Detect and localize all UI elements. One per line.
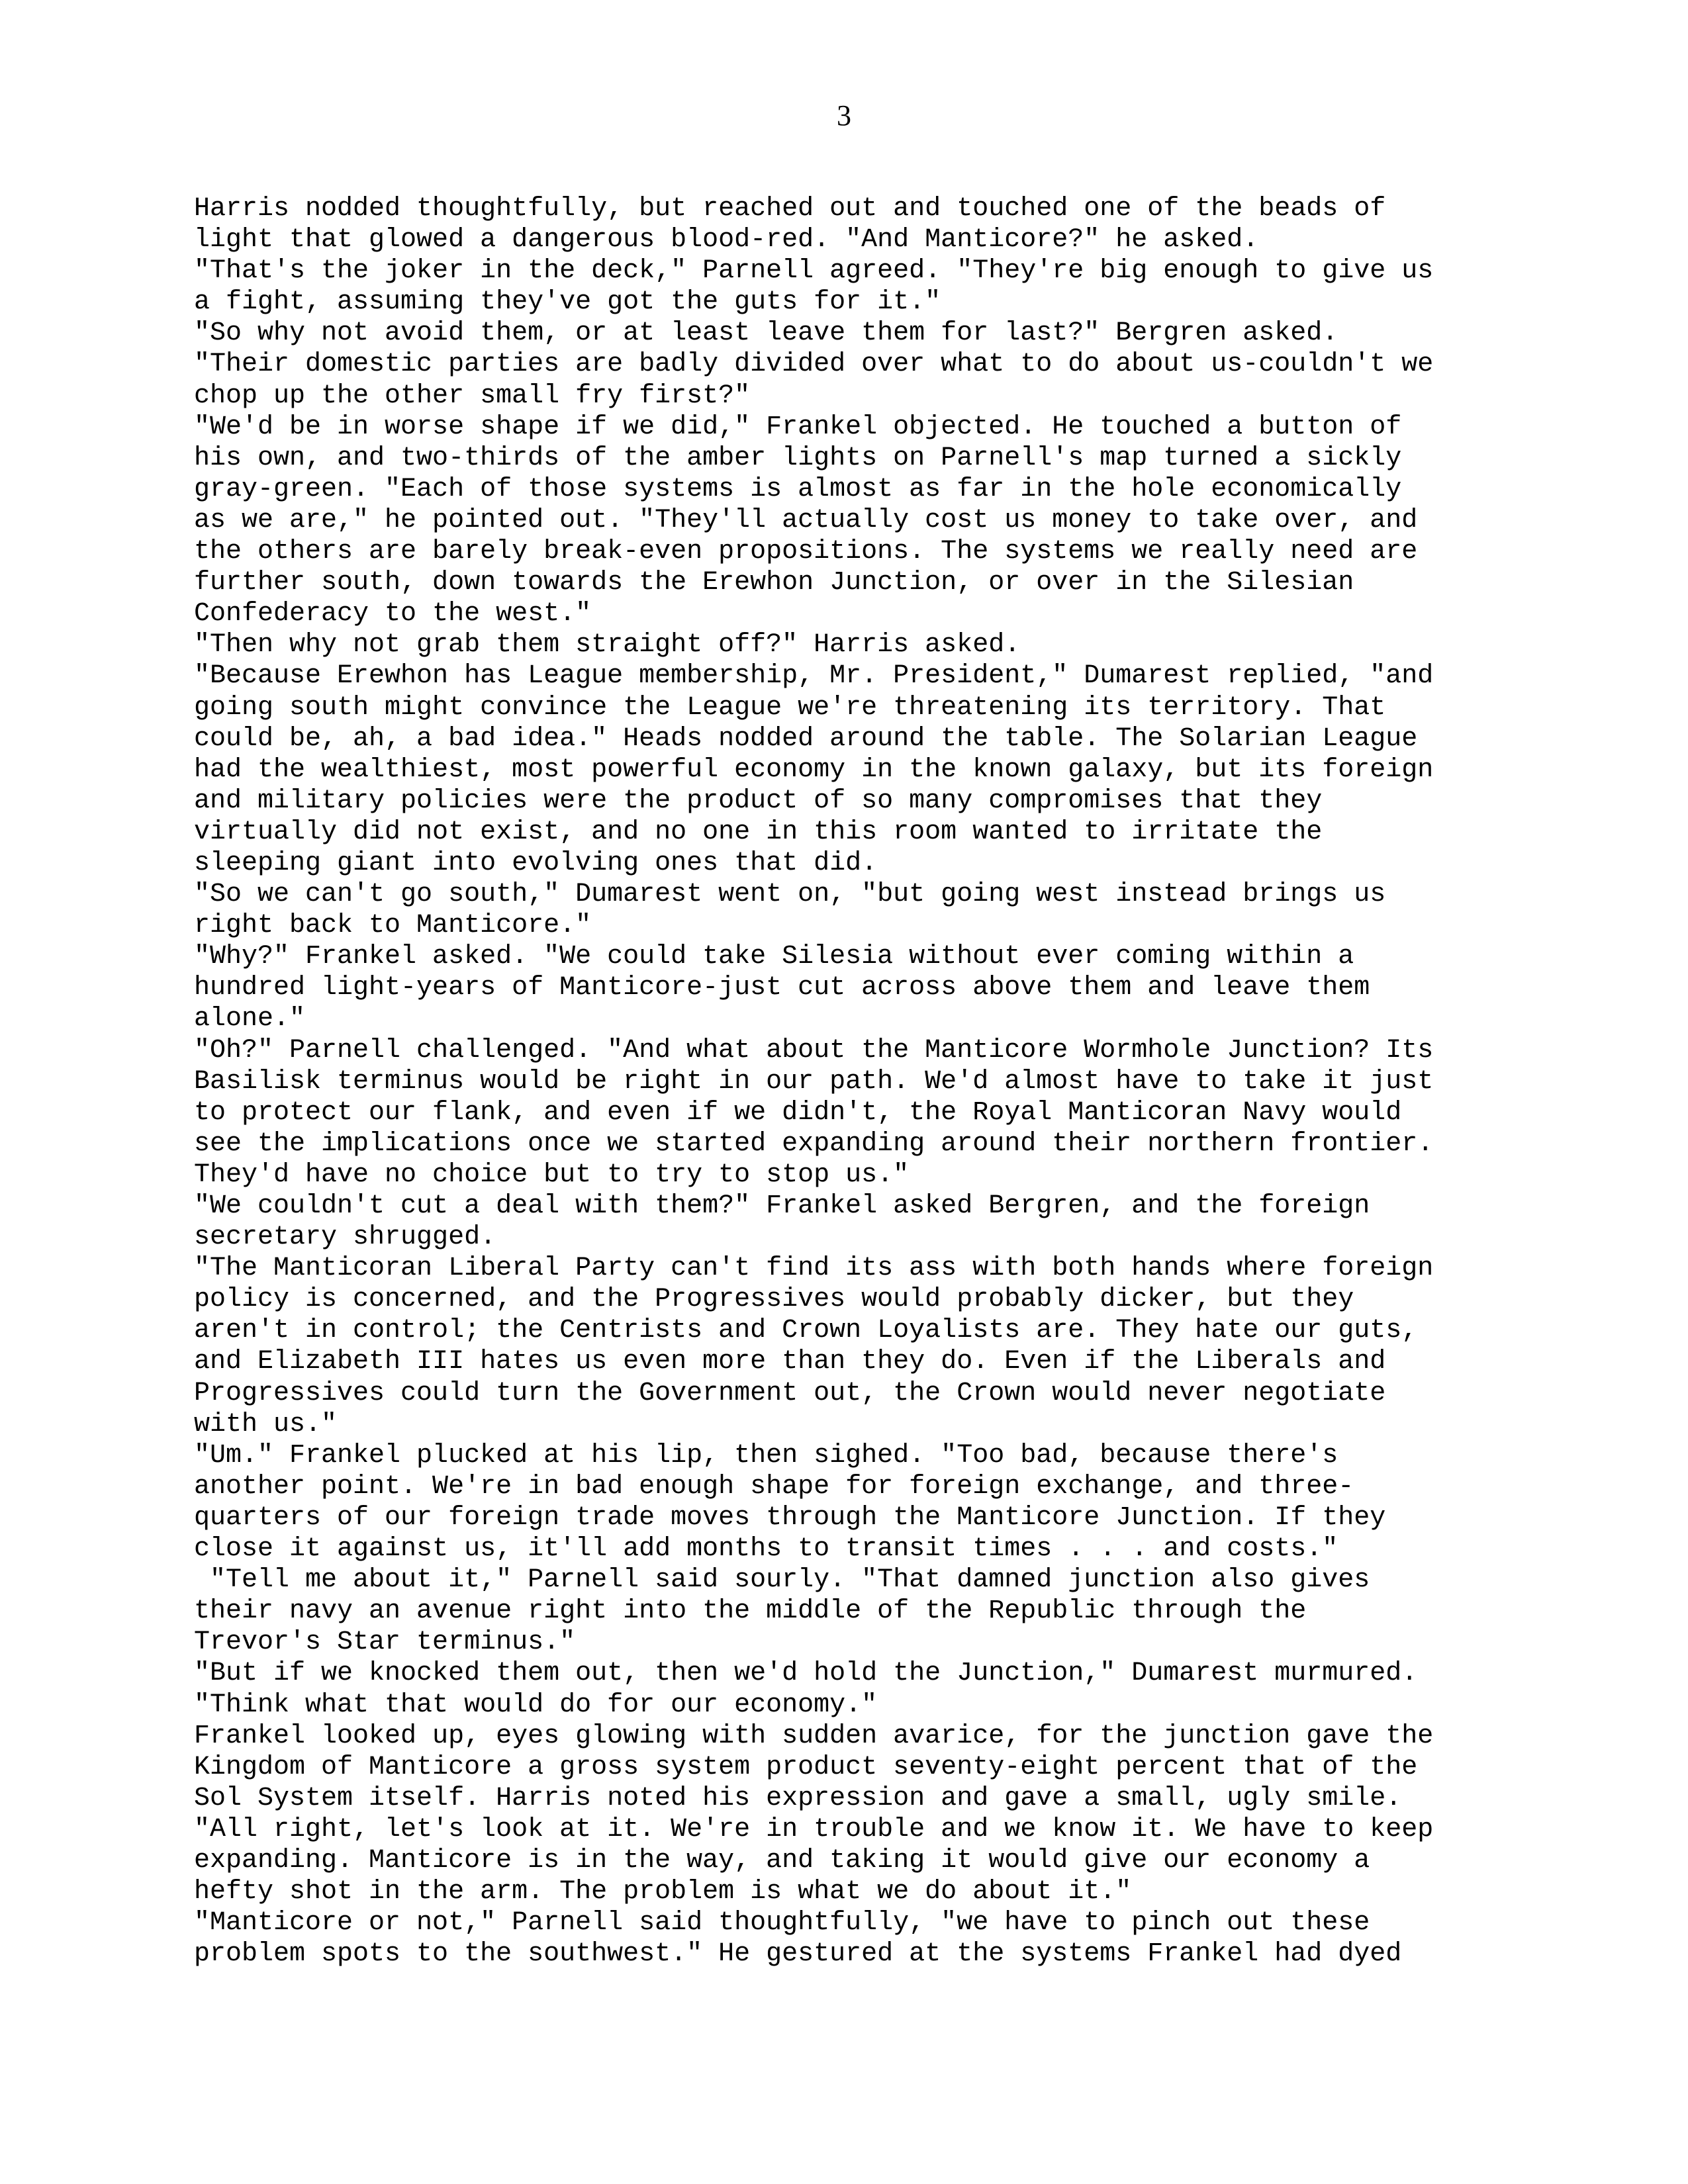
text-line: They'd have no choice but to try to stop us." — [194, 1160, 910, 1190]
text-line: as we are," he pointed out. "They'll actually cost us money to take over, and — [194, 505, 1418, 535]
text-line: Basilisk terminus would be right in our path. We'd almost have to take it just — [194, 1066, 1434, 1097]
body-text — [194, 193, 1664, 1970]
text-line: "So why not avoid them, or at least leave them for last?" Bergren asked. — [194, 318, 1338, 349]
text-line: "Tell me about it," Parnell said sourly. "That damned junction also gives — [194, 1565, 1370, 1596]
text-line: Trevor's Star terminus." — [194, 1627, 576, 1658]
text-line: Progressives could turn the Government out, the Crown would never negotiate — [194, 1378, 1386, 1408]
text-line: "That's the joker in the deck," Parnell agreed. "They're big enough to give us — [194, 256, 1434, 287]
text-line: close it against us, it'll add months to transit times . . . and costs." — [194, 1534, 1338, 1565]
text-line: had the wealthiest, most powerful economy in the known galaxy, but its foreign — [194, 754, 1434, 785]
text-line: "All right, let's look at it. We're in trouble and we know it. We have to keep — [194, 1814, 1434, 1844]
text-line: "Think what that would do for our economy." — [194, 1690, 878, 1720]
text-line: chop up the other small fry first?" — [194, 381, 751, 411]
text-line: Frankel looked up, eyes glowing with sudden avarice, for the junction gave the — [194, 1721, 1434, 1751]
text-line: Confederacy to the west." — [194, 599, 592, 629]
text-line: his own, and two-thirds of the amber lights on Parnell's map turned a sickly — [194, 443, 1402, 473]
text-line: right back to Manticore." — [194, 911, 592, 941]
text-line: alone." — [194, 1004, 306, 1034]
text-line: the others are barely break-even propositions. The systems we really need are — [194, 537, 1418, 567]
text-line: to protect our flank, and even if we didn't, the Royal Manticoran Navy would — [194, 1097, 1402, 1128]
text-line: quarters of our foreign trade moves through the Manticore Junction. If they — [194, 1502, 1386, 1533]
text-line: aren't in control; the Centrists and Crown Loyalists are. They hate our guts, — [194, 1316, 1418, 1346]
text-line: "Um." Frankel plucked at his lip, then sighed. "Too bad, because there's — [194, 1440, 1338, 1471]
text-line: hefty shot in the arm. The problem is what we do about it." — [194, 1877, 1132, 1907]
text-line: Sol System itself. Harris noted his expression and gave a small, ugly smile. — [194, 1783, 1402, 1813]
text-line: further south, down towards the Erewhon Junction, or over in the Silesian — [194, 568, 1354, 598]
text-line: "We'd be in worse shape if we did," Frankel objected. He touched a button of — [194, 412, 1402, 442]
text-line: "Then why not grab them straight off?" Harris asked. — [194, 630, 1021, 660]
text-line: gray-green. "Each of those systems is almost as far in the hole economically — [194, 474, 1402, 504]
text-line: see the implications once we started expanding around their northern frontier. — [194, 1128, 1434, 1159]
text-line: their navy an avenue right into the middle of the Republic through the — [194, 1596, 1307, 1627]
text-line: could be, ah, a bad idea." Heads nodded around the table. The Solarian League — [194, 723, 1418, 754]
text-line: problem spots to the southwest." He gestured at the systems Frankel had dyed — [194, 1939, 1402, 1970]
text-line: "Because Erewhon has League membership, Mr. President," Dumarest replied, "and — [194, 661, 1434, 692]
page-number: 3 — [837, 99, 851, 132]
text-line: another point. We're in bad enough shape for foreign exchange, and three- — [194, 1471, 1354, 1502]
text-line: "So we can't go south," Dumarest went on, "but going west instead brings us — [194, 880, 1386, 910]
text-line: a fight, assuming they've got the guts for it." — [194, 287, 941, 318]
text-line: "Their domestic parties are badly divided over what to do about us-couldn't we — [194, 349, 1434, 380]
text-line: Harris nodded thoughtfully, but reached out and touched one of the beads of — [194, 194, 1386, 224]
text-line: light that glowed a dangerous blood-red. "And Manticore?" he asked. — [194, 225, 1259, 255]
text-line: secretary shrugged. — [194, 1222, 496, 1253]
text-line: "Why?" Frankel asked. "We could take Silesia without ever coming within a — [194, 942, 1354, 972]
text-line: "The Manticoran Liberal Party can't find its ass with both hands where foreign — [194, 1253, 1434, 1284]
text-line: hundred light-years of Manticore-just cut across above them and leave them — [194, 973, 1370, 1003]
text-line: going south might convince the League we're threatening its territory. That — [194, 692, 1386, 723]
text-line: and Elizabeth III hates us even more than they do. Even if the Liberals and — [194, 1347, 1386, 1377]
text-line: policy is concerned, and the Progressives would probably dicker, but they — [194, 1285, 1354, 1315]
text-line: and military policies were the product of so many compromises that they — [194, 786, 1323, 816]
text-line: Kingdom of Manticore a gross system product seventy-eight percent that of the — [194, 1752, 1418, 1782]
text-line: "Oh?" Parnell challenged. "And what about the Manticore Wormhole Junction? Its — [194, 1035, 1434, 1066]
text-line: "We couldn't cut a deal with them?" Frankel asked Bergren, and the foreign — [194, 1191, 1370, 1221]
text-line: expanding. Manticore is in the way, and taking it would give our economy a — [194, 1845, 1370, 1876]
text-line: "But if we knocked them out, then we'd hold the Junction," Dumarest murmured. — [194, 1659, 1418, 1689]
text-line: with us." — [194, 1409, 338, 1439]
text-line: virtually did not exist, and no one in this room wanted to irritate the — [194, 817, 1323, 847]
text-line: sleeping giant into evolving ones that did. — [194, 848, 878, 878]
text-line: "Manticore or not," Parnell said thoughtfully, "we have to pinch out these — [194, 1908, 1370, 1938]
